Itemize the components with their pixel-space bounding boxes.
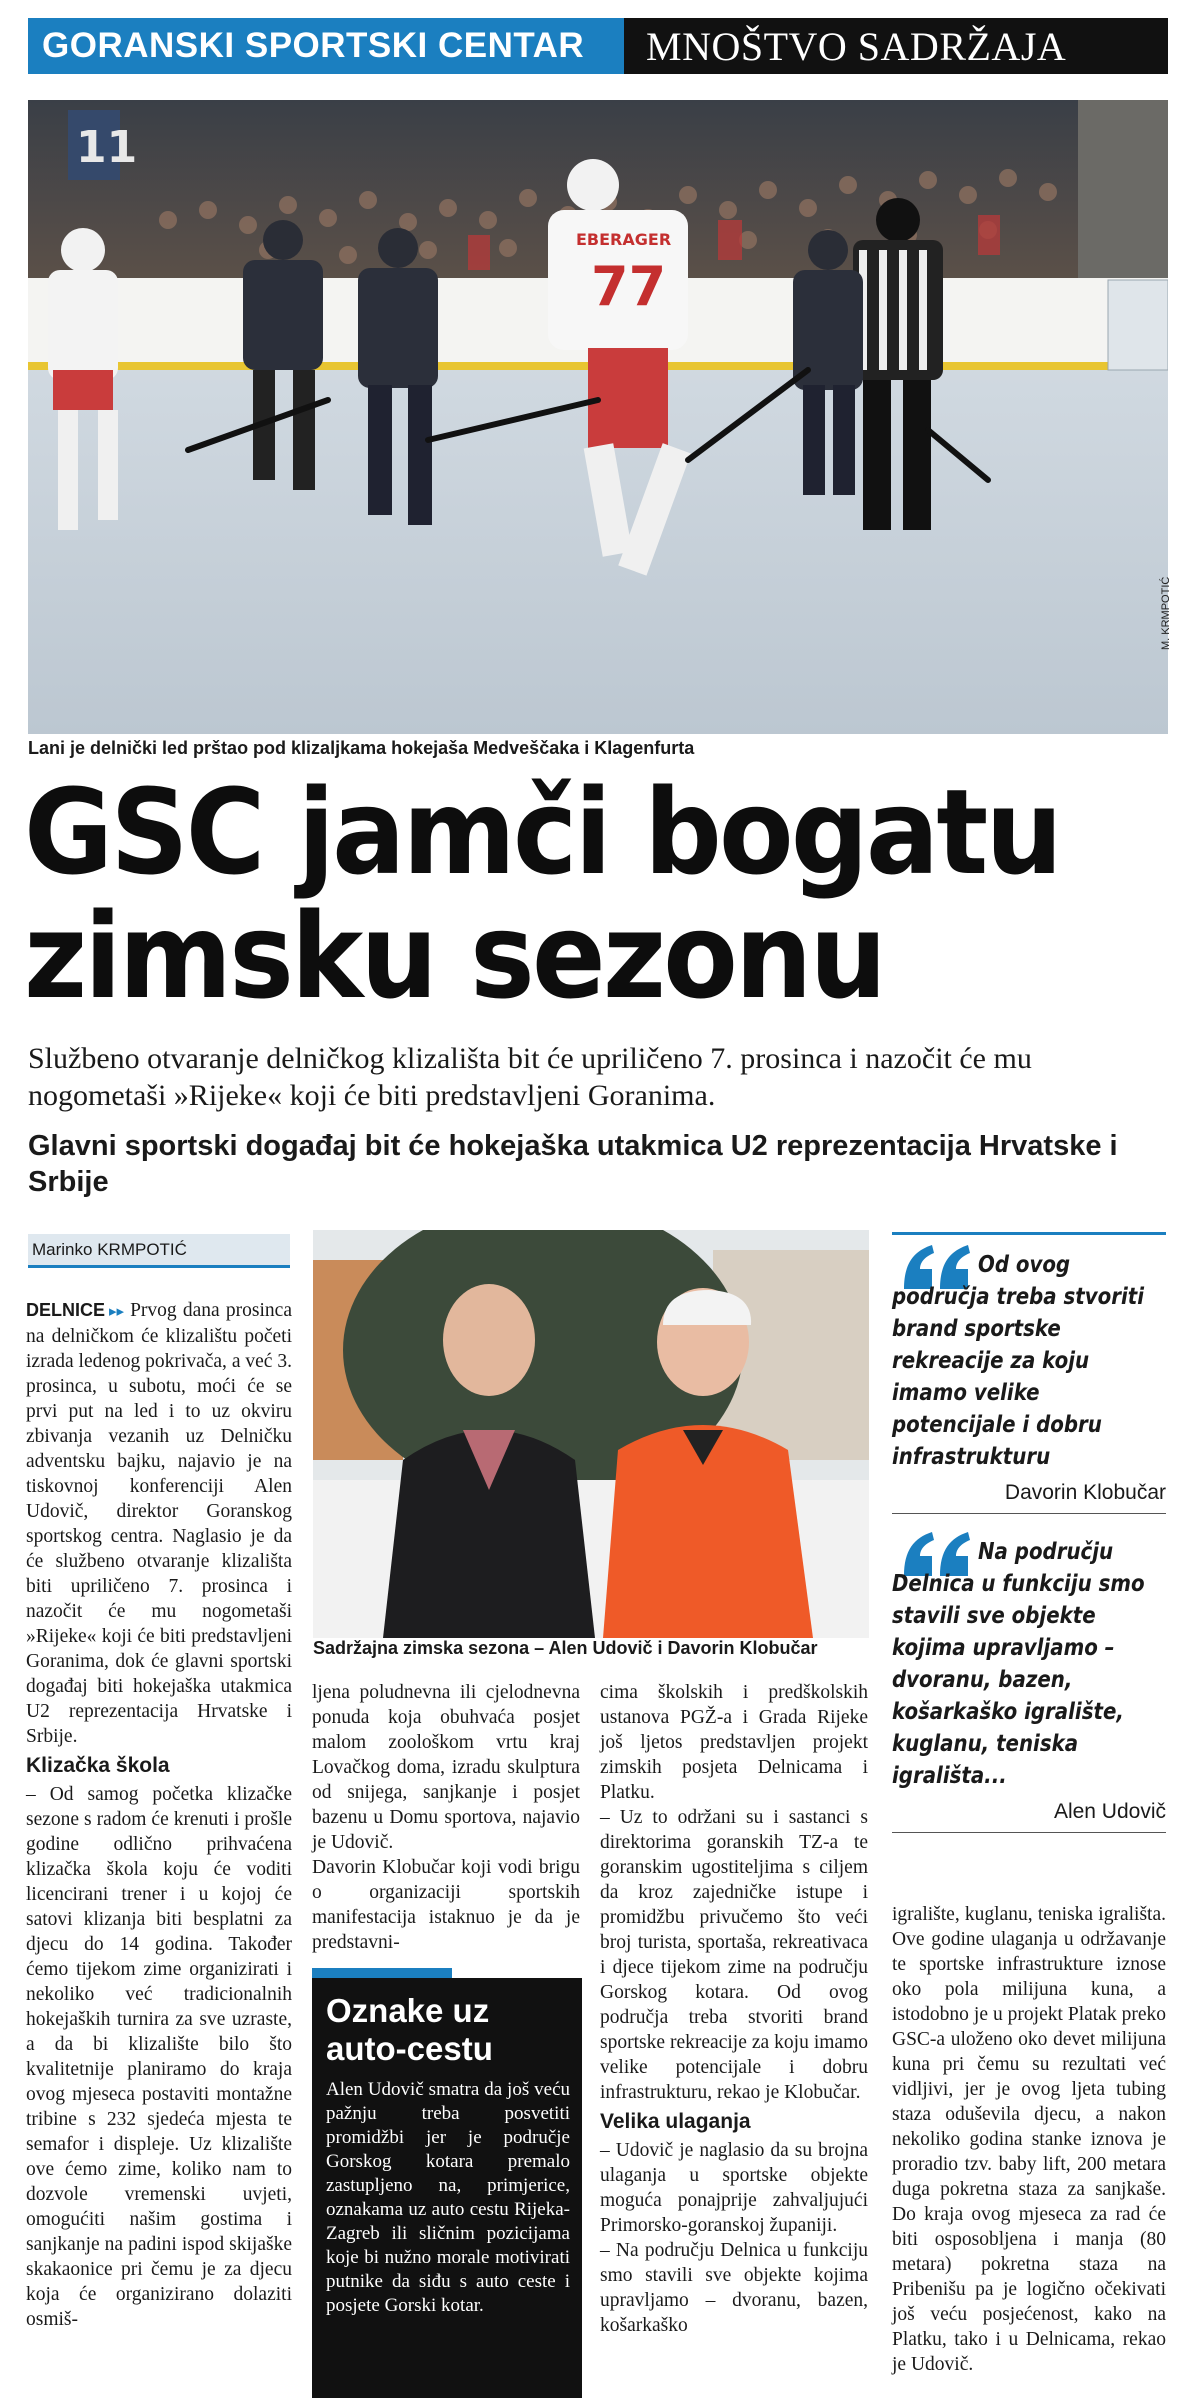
- section-header: [28, 18, 1168, 74]
- sidebar-box: [312, 1978, 582, 2398]
- author-byline: [28, 1234, 290, 1268]
- portrait-photo: [313, 1230, 869, 1638]
- author-last: KRMPOTIĆ: [97, 1239, 187, 1259]
- body-paragraph: Prvog dana prosinca na delničkom će klizalištu početi izrada ledenog pokrivača, a već 3. prosinca, u subotu, moći će se prvi put na led i to uz okviru zbivanja vezanih uz Delničku adventsku bajku, najavio je na tiskovnoj konferenciji Alen Udovič, direktor Goranskog sportskog centra. Naglasio je da će službeno otvaranje klizališta biti upriličeno 7. prosinca i nazočit će mu nogometaši »Rijeke« koji će biti predstavljeni Goranima, dok će glavni sportski događaj biti hokejaška utakmica U2 reprezentacija Hrvatske i Srbije.: [26, 1300, 292, 1747]
- photo-credit: M. KRMPOTIĆ: [1160, 576, 1172, 650]
- body-paragraph: – Udovič je naglasio da su brojna ulaganja u sportske objekte moguća ponajprije zahvaljujući Primorsko-goranskoj županiji.: [600, 2140, 868, 2236]
- quote-text: Od ovog područja treba stvoriti brand sportske rekreacije za koju imamo velike potencijale i dobru infrastrukturu: [892, 1252, 1144, 1470]
- quote-source: Davorin Klobučar: [892, 1481, 1166, 1514]
- article-column-1: [26, 1298, 292, 2332]
- photo-caption: Lani je delnički led prštao pod klizaljkama hokejaša Medveščaka i Klagenfurta: [28, 738, 695, 758]
- body-paragraph: ljena poludnevna ili cjelodnevna ponuda koja obuhvaća posjet malom zoološkom vrtu kraj Lovačkog doma, izradu skulptura od snijega, sanjkanje i posjet bazenu u Domu sportova, najavio je Udovič.: [312, 1682, 580, 1853]
- deck-highlight: Glavni sportski događaj bit će hokejaška utakmica U2 reprezentacija Hrvatske i Srbije: [28, 1130, 1118, 1198]
- pull-quote-2: [892, 1522, 1166, 1833]
- body-paragraph: cima školskih i predškolskih ustanova PGŽ-a i Grada Rijeke još ljetos predstavljen projekt zimskih posjeta Delnicama i Platku.: [600, 1682, 868, 1803]
- board-number: 11: [76, 122, 138, 173]
- dateline: DELNICE: [26, 1300, 106, 1320]
- quote-source: Alen Udovič: [892, 1800, 1166, 1833]
- subheading: Klizačka škola: [26, 1754, 170, 1777]
- pull-quote-1: [892, 1232, 1166, 1514]
- jersey-name: EBERAGER: [576, 230, 672, 249]
- deck-summary: Službeno otvaranje delničkog klizališta bit će upriličeno 7. prosinca i nazočit će mu nogometaši »Rijeke« koji će biti predstavljeni Goranima.: [28, 1042, 1032, 1112]
- quote-text: Na području Delnica u funkciju smo stavili sve objekte kojima upravljamo – dvoranu, bazen, košarkaško igralište, kuglanu, teniska igrališta...: [892, 1539, 1145, 1789]
- author-first: Marinko: [32, 1239, 93, 1259]
- section-tagline: MNOŠTVO SADRŽAJA: [624, 18, 1168, 74]
- body-paragraph: – Od samog početka klizačke sezone s radom će krenuti i prošle godine odlično prihvaćena klizačka škola koju će voditi licencirani trener i u kojoj će satovi klizanja biti besplatni za djecu do 14 godina. Također ćemo tijekom zime organizirati i nekoliko već tradicionalnih hokejaških turnira za sve uzraste, a da bi klizalište bilo što kvalitetnije planiramo do kraja ovog mjeseca postaviti montažne tribine s 232 sjedeća mjesta te semafor i displeje. Uz klizalište ove ćemo zime, koliko nam to dozvole vremenski uvjeti, omogućiti našim gostima i sanjkanje na padini ispod skijaške skakaonice pri čemu je za djecu koja će organizirano dolaziti osmiš-: [26, 1784, 292, 2330]
- headline-line2: zimsku sezonu: [24, 887, 885, 1025]
- body-paragraph: – Uz to održani su i sastanci s direktorima goranskih TZ-a te goranskim ugostiteljima s ciljem da kroz zajedničke istupe i promidžbu privučemo što veći broj turista, sportaša, rekreativaca i djece tijekom zime na području Gorskog kotara. Od ovog područja treba stvoriti brand sportske rekreacije za koju imamo velike potencijale i dobru infrastrukturu, rekao je Klobučar.: [600, 1807, 868, 2103]
- body-paragraph: – Na području Delnica u funkciju smo stavili sve objekte kojima upravljamo – dvoranu, bazen, košarkaško: [600, 2240, 868, 2336]
- subheading: Velika ulaganja: [600, 2110, 751, 2133]
- body-paragraph: igralište, kuglanu, teniska igrališta. Ove godine ulaganja u održavanje te sportske infrastrukture iznose oko pola milijuna kuna, a istodobno je u projekt Platak preko GSC-a uloženo oko devet milijuna kuna pri čemu su rezultati već vidljivi, jer je ovog ljeta tubing staza oduševila djecu, a nakon nekoliko godina stanke iznova je proradio tzv. baby lift, 200 metara duga pokretna staza za sanjkaše. Do kraja ovog mjeseca za rad će biti osposobljena i manja (80 metara) pokretna staza na Pribenišu pa je logično očekivati još veću posjećenost, kako na Platku, tako i u Delnicama, rekao je Udovič.: [892, 1904, 1166, 2375]
- box-title: Oznake uz auto-cestu: [326, 1992, 493, 2067]
- box-accent-bar: [312, 1968, 452, 1978]
- article-column-3: [600, 1680, 868, 2338]
- section-title: GORANSKI SPORTSKI CENTAR: [28, 18, 624, 74]
- article-column-2: [312, 1680, 580, 1955]
- box-text: Alen Udovič smatra da još veću pažnju treba posvetiti promidžbi jer je područje Gorskog kotara premalo zastupljeno na, primjerice, oznakama uz auto cestu Rijeka-Zagreb ili sličnim pozicijama koje bi nužno morale motivirati putnike da siđu s auto ceste i posjete Gorski kotar.: [326, 2079, 570, 2316]
- hockey-photo: [28, 100, 1168, 734]
- headline: [24, 763, 1082, 1025]
- article-column-4: [892, 1902, 1166, 2377]
- dateline-arrow-icon: ▸▸: [109, 1302, 125, 1320]
- portrait-caption: Sadržajna zimska sezona – Alen Udovič i Davorin Klobučar: [313, 1638, 818, 1658]
- body-paragraph: Davorin Klobučar koji vodi brigu o organizaciji sportskih manifestacija istaknuo je da je predstavni-: [312, 1857, 580, 1953]
- jersey-number: 77: [591, 255, 667, 318]
- headline-line1: GSC jamči bogatu: [24, 763, 1060, 901]
